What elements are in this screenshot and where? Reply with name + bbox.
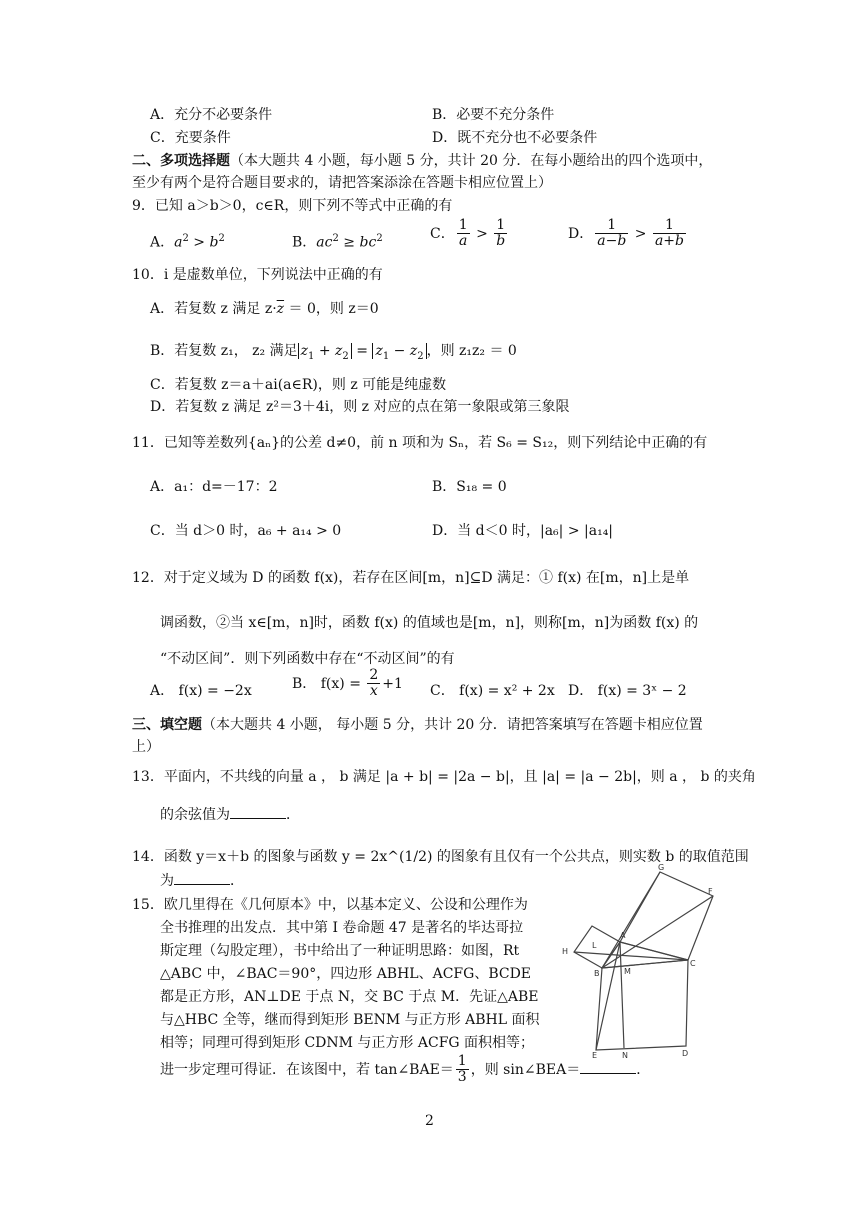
label-f: F xyxy=(708,887,713,896)
q15-answer-blank xyxy=(580,1061,636,1074)
q11-stem: 11．已知等差数列{aₙ}的公差 d≠0，前 n 项和为 Sₙ，若 S₆ = S₁₂，则下列结论中正确的有 xyxy=(132,435,708,451)
q9-stem: 9．已知 a＞b＞0，c∈R，则下列不等式中正确的有 xyxy=(132,198,453,214)
q11-option-d: D．当 d＜0 时，|a₆| > |a₁₄| xyxy=(432,523,614,539)
q10-option-d: D．若复数 z 满足 z²＝3＋4i，则 z 对应的点在第一象限或第三象限 xyxy=(150,399,570,415)
q8-option-d: D．既不充分也不必要条件 xyxy=(432,130,598,146)
q13-line-1: 13．平面内，不共线的向量 a ， b 满足 |a + b| = |2a − b|，且 |a| = |a − 2b|，则 a ， b 的夹角 xyxy=(132,769,756,785)
q8-option-c: C．充要条件 xyxy=(150,130,231,146)
label-b: B xyxy=(594,969,600,978)
q9-option-b: B．$ac^2 \ge bc^2$ xyxy=(292,233,383,251)
q12-option-a: A． f(x) = −2x xyxy=(150,683,252,699)
q15-line-8-pre: 进一步定理可得证．在该图中，若 tan∠BAE＝ xyxy=(160,1061,454,1078)
q10-option-b: B．若复数 z₁， z₂ 满足 $z_1 + z_2 = z_1 - z_2$ ，则 z₁z₂ ＝ 0 xyxy=(150,343,517,362)
q14-answer-blank xyxy=(174,872,230,885)
q15-frac-den: 3 xyxy=(457,1069,467,1086)
section3-desc-2: 上） xyxy=(132,739,160,755)
q11-option-b: B．S₁₈ = 0 xyxy=(432,479,507,495)
q10-option-c: C．若复数 z＝a＋ai(a∈R)，则 z 可能是纯虚数 xyxy=(150,377,447,393)
q15-line-2: 全书推理的出发点．其中第 I 卷命题 47 是著名的毕达哥拉 xyxy=(160,920,524,936)
q9-a-label: A． xyxy=(150,234,175,251)
q15-line-5: 都是正方形，AN⊥DE 于点 N，交 BC 于点 M．先证△ABE xyxy=(160,989,539,1005)
label-h: H xyxy=(562,947,569,956)
section3-desc-1: （本大题共 4 小题， 每小题 5 分，共计 20 分．请把答案填写在答题卡相应位置 xyxy=(202,717,703,733)
label-d: D xyxy=(682,1049,689,1058)
q10-option-a xyxy=(150,300,379,318)
pythagorean-figure xyxy=(558,860,718,1060)
q11-option-a: A．a₁：d=－17：2 xyxy=(150,479,278,495)
q10-a-mid: ＝ 0，则 z＝0 xyxy=(284,301,379,317)
q12-b-post: +1 xyxy=(382,675,403,692)
q15-line-4: △ABC 中，∠BAC＝90°，四边形 ABHL、ACFG、BCDE xyxy=(160,966,532,982)
q12-b-den: x xyxy=(369,683,378,700)
q12-b-num: 2 xyxy=(369,667,379,683)
section2-header xyxy=(132,152,712,170)
label-l: L xyxy=(592,941,597,950)
label-c: C xyxy=(690,959,696,968)
page-number: 2 xyxy=(425,1113,434,1129)
q10-stem: 10．i 是虚数单位，下列说法中正确的有 xyxy=(132,267,383,283)
label-a: A xyxy=(620,931,626,940)
q9-c-label: C． xyxy=(430,225,455,242)
q12-option-c: C． f(x) = x² + 2x xyxy=(430,683,555,699)
q9-option-d: D． $\frac{1}{a-b}$ > $\frac{1}{a+b}$ xyxy=(568,217,684,250)
q12-option-d: D． f(x) = 3ˣ − 2 xyxy=(568,683,687,699)
q12-line-2: 调函数，②当 x∈[m，n]时，函数 f(x) 的值域也是[m，n]，则称[m，n]为函数 f(x) 的 xyxy=(160,615,699,631)
q13-line-2-text: 的余弦值为 xyxy=(160,807,230,823)
q14-line-1: 14．函数 y＝x＋b 的图象与函数 y = 2x^(1/2) 的图象有且仅有一个公共点，则实数 b 的取值范围 xyxy=(132,849,749,865)
q8-option-b: B．必要不充分条件 xyxy=(432,107,555,123)
q11-option-c: C．当 d＞0 时，a₆ + a₁₄ > 0 xyxy=(150,523,342,539)
q14-line-2-text: 为 xyxy=(160,873,174,889)
q15-line-3: 斯定理（勾股定理），书中给出了一种证明思路：如图，Rt xyxy=(160,943,520,959)
q9-option-a: A．$a^2 > b^2$ xyxy=(150,233,225,251)
q15-line-7: 相等；同理可得到矩形 CDNM 与正方形 ACFG 面积相等； xyxy=(160,1035,535,1051)
q13-line-2: 的余弦值为 ． xyxy=(160,807,300,823)
q10-a-pre: A．若复数 z 满足 z· xyxy=(150,301,277,317)
q15-line-8-post: ，则 sin∠BEA＝ xyxy=(470,1061,581,1078)
q10-b-post: ，则 z₁z₂ ＝ 0 xyxy=(426,343,517,359)
section2-title: 二、多项选择题 xyxy=(132,153,230,169)
q12-line-3: “不动区间”．则下列函数中存在“不动区间”的有 xyxy=(160,651,455,667)
q9-d-label: D． xyxy=(568,225,594,242)
q15-frac-num: 1 xyxy=(457,1053,467,1069)
q12-option-b xyxy=(292,668,403,700)
section2-desc-2: 至少有两个是符合题目要求的，请把答案添涂在答题卡相应位置上） xyxy=(132,175,552,191)
q9-b-label: B． xyxy=(292,234,317,251)
q8-option-a: A．充分不必要条件 xyxy=(150,107,273,123)
section3-header xyxy=(132,716,703,734)
label-m: M xyxy=(624,967,631,976)
q15-line-8: 进一步定理可得证．在该图中，若 tan∠BAE＝ $\frac{1}{3}$ ，则 sin∠BEA＝ ． xyxy=(160,1053,651,1086)
q13-answer-blank xyxy=(230,806,286,819)
q14-line-2: 为 ． xyxy=(160,873,244,889)
q9-option-c: C． $\frac{1}{a}$ > $\frac{1}{b}$ xyxy=(430,217,506,250)
q12-line-1: 12．对于定义域为 D 的函数 f(x)，若存在区间[m，n]⊆D 满足：① f(x) 在[m，n]上是单 xyxy=(132,570,690,586)
q10-b-pre: B．若复数 z₁， z₂ 满足 xyxy=(150,343,298,359)
section2-desc-1: （本大题共 4 小题，每小题 5 分，共计 20 分．在每小题给出的四个选项中， xyxy=(230,153,713,169)
q15-line-1: 15．欧几里得在《几何原本》中，以基本定义、公设和公理作为 xyxy=(132,897,528,913)
label-e: E xyxy=(592,1051,598,1060)
z-conjugate: $\overline{z}$ xyxy=(276,301,285,317)
label-g: G xyxy=(658,863,665,872)
label-n: N xyxy=(622,1051,628,1060)
q15-line-6: 与△HBC 全等，继而得到矩形 BENM 与正方形 ABHL 面积 xyxy=(160,1012,540,1028)
q12-b-pre: B． f(x) = xyxy=(292,675,366,692)
section3-title: 三、填空题 xyxy=(132,717,202,733)
